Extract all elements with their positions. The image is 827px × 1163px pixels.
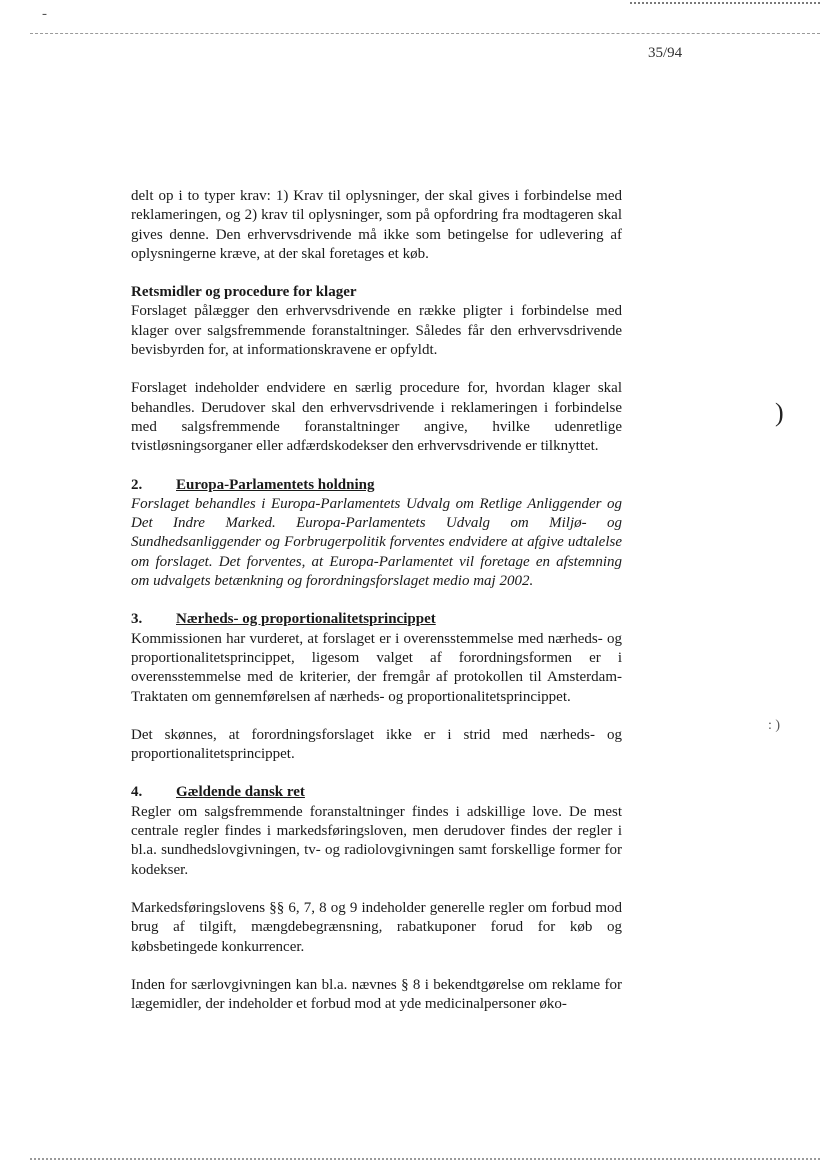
top-mark: - <box>42 6 47 22</box>
margin-mark-2: : ) <box>768 718 781 733</box>
section-3-title: Nærheds- og proportionalitetsprincippet <box>176 611 436 628</box>
section-2-title: Europa-Parlamentets holdning <box>176 476 375 493</box>
section-3-heading <box>131 610 622 629</box>
retsmidler-paragraph-2: Forslaget indeholder endvidere en særlig procedure for, hvordan klager skal behandles. Derudover skal den erhvervsdrivende i reklameringen i forbindelse med salgsfremmende foranstaltninger angive, hvilke udenretlige tvistløsningsorganer eller adfærdskodekser den erhvervsdrivende er tilknyttet. <box>131 380 622 455</box>
scan-artifact-top-right <box>630 2 820 4</box>
section-3-paragraph-1: Kommissionen har vurderet, at forslaget er i overensstemmelse med nærheds- og proportionalitetsprincippet, ligesom valget af forordningsformen er i overensstemmelse med de kriterier, der fremgår af protokollen til Amsterdam-Traktaten om gennemførelsen af nærheds- og proportionalitetsprincippet. <box>131 630 622 705</box>
section-4-number: 4. <box>131 784 143 801</box>
margin-mark-1: ) <box>775 398 784 427</box>
section-2-paragraph-1: Forslaget behandles i Europa-Parlamentets Udvalg om Retlige Anliggender og Det Indre Marked. Europa-Parlamentets Udvalg om Miljø- og Sundhedsanliggender og Forbrugerpolitik forventes endvidere at afgive udtalelse om forslaget. Det forventes, at Europa-Parlamentet vil foretage en afstemning om udvalgets betænkning og forordningsforslaget medio maj 2002. <box>131 495 622 590</box>
document-body <box>131 187 622 1014</box>
page-number: 35/94 <box>648 45 683 61</box>
scan-edge-top <box>30 33 820 34</box>
scan-edge-bottom <box>30 1158 820 1160</box>
section-4-paragraph-1: Regler om salgsfremmende foranstaltninger findes i adskillige love. De mest centrale regler findes i markedsføringsloven, men derudover findes der regler i bl.a. sundhedslovgivningen, tv- og radiolovgivningen samt forskellige former for kodekser. <box>131 803 622 878</box>
section-3-paragraph-2: Det skønnes, at forordningsforslaget ikke er i strid med nærheds- og proportionalitetsprincippet. <box>131 726 622 763</box>
intro-paragraph: delt op i to typer krav: 1) Krav til oplysninger, der skal gives i forbindelse med reklameringen, og 2) krav til oplysninger, som på opfordring fra modtageren skal gives denne. Den erhvervsdrivende må ikke som betingelse for udlevering af oplysningerne kræve, at der skal foretages et køb. <box>131 188 622 262</box>
section-3-number: 3. <box>131 611 143 628</box>
retsmidler-heading: Retsmidler og procedure for klager <box>131 284 357 301</box>
section-4-paragraph-3: Inden for særlovgivningen kan bl.a. nævnes § 8 i bekendtgørelse om reklame for lægemidler, der indeholder et forbud mod at yde medicinalpersoner øko- <box>131 976 622 1013</box>
section-4-heading <box>131 783 622 802</box>
section-4-paragraph-2: Markedsføringslovens §§ 6, 7, 8 og 9 indeholder generelle regler om forbud mod brug af tilgift, mængdebegrænsning, rabatkuponer forud for køb og købsbetingede konkurrencer. <box>131 899 622 955</box>
section-2-heading <box>131 476 622 495</box>
section-4-title: Gældende dansk ret <box>176 784 305 801</box>
retsmidler-paragraph-1: Forslaget pålægger den erhvervsdrivende en række pligter i forbindelse med klager over salgsfremmende foranstaltninger. Således får den erhvervsdrivende bevisbyrden for, at informationskravene er opfyldt. <box>131 303 622 359</box>
section-2-number: 2. <box>131 476 143 493</box>
